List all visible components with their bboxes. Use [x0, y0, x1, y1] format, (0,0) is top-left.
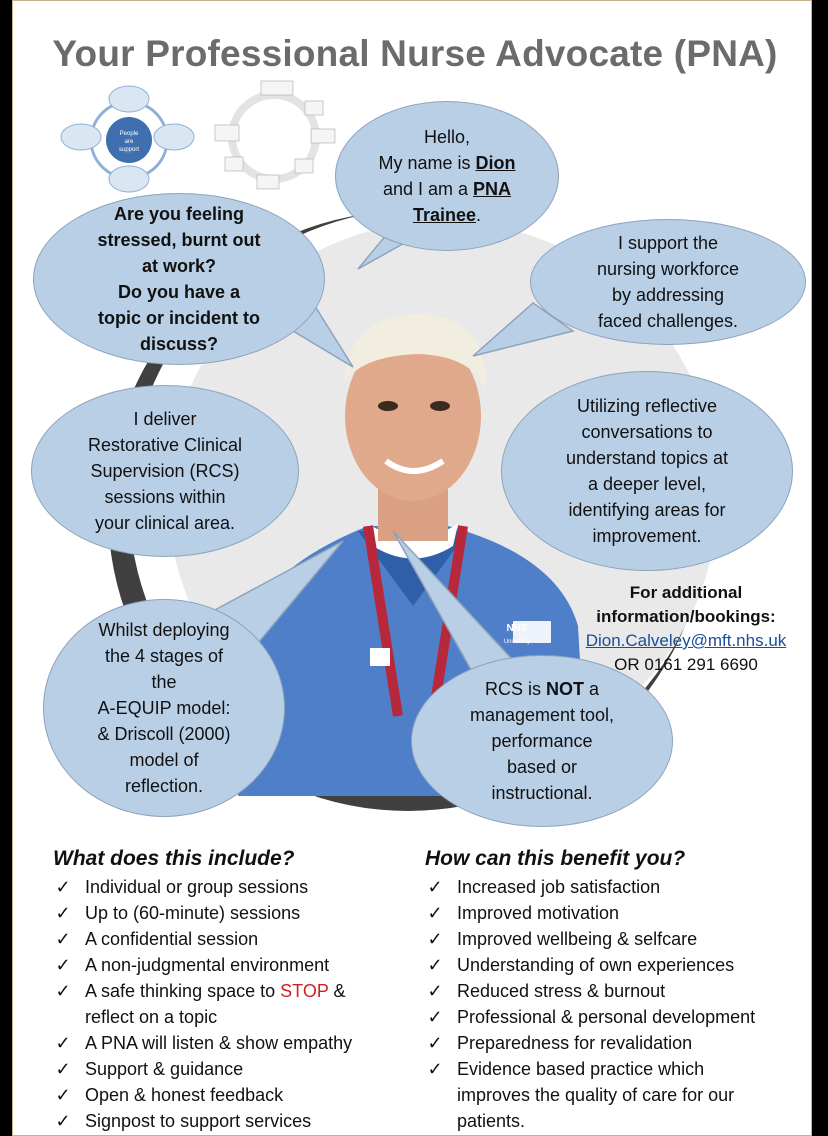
stop-after: & [328, 981, 346, 1001]
deliver-line-2: Restorative Clinical [87, 435, 243, 455]
deploying-line-2: the 4 stages of [104, 646, 224, 666]
page-title: Your Professional Nurse Advocate (PNA) [52, 33, 778, 74]
poster-page [12, 0, 812, 1136]
benefit-item-4: Understanding of own experiences [457, 955, 735, 975]
include-item-6: A PNA will listen & show empathy [85, 1033, 353, 1053]
stressed-line-4: Do you have a [117, 282, 241, 302]
hello-dot: . [476, 205, 482, 225]
hello-role2: Trainee [412, 205, 477, 225]
bubble-deploying [43, 599, 285, 817]
list-item [425, 1030, 810, 1056]
rcs-line-5: instructional. [491, 783, 593, 803]
list-item [425, 926, 810, 952]
rcs-not: NOT [546, 679, 584, 699]
check-icon: ✓ [427, 877, 443, 897]
list-item [425, 952, 810, 978]
svg-text:are: are [124, 139, 134, 145]
nhs-logo-text: NHS [506, 623, 528, 634]
check-icon: ✓ [55, 1085, 71, 1105]
check-icon: ✓ [427, 955, 443, 975]
check-icon: ✓ [427, 929, 443, 949]
list-item [425, 1004, 810, 1030]
benefit-list [425, 874, 810, 1134]
check-icon: ✓ [427, 981, 443, 1001]
list-item [425, 1056, 810, 1134]
support-line-1: I support the [617, 233, 719, 253]
include-item-3: A confidential session [85, 929, 259, 949]
list-item [53, 1030, 423, 1056]
support-line-4: faced challenges. [597, 311, 739, 331]
stressed-line-6: discuss? [139, 334, 219, 354]
rcs-prefix: RCS is [484, 679, 546, 699]
contact-phone: OR 0161 291 6690 [614, 655, 758, 674]
rcs-suffix: a [584, 679, 600, 699]
benefit-item-6: Professional & personal development [457, 1007, 756, 1027]
support-line-2: nursing workforce [596, 259, 740, 279]
reflective-line-4: a deeper level, [587, 474, 707, 494]
benefit-item-8: Evidence based practice which [457, 1059, 705, 1079]
benefit-item-8-cont-2: patients. [457, 1111, 526, 1131]
list-item [53, 1056, 423, 1082]
include-heading: What does this include? [53, 847, 295, 870]
stop-word: STOP [280, 981, 329, 1001]
check-icon: ✓ [55, 955, 71, 975]
contact-heading-1: For additional [629, 583, 743, 602]
check-icon: ✓ [55, 1059, 71, 1079]
deploying-line-1: Whilst deploying [98, 620, 230, 640]
include-item-5: A safe thinking space to [85, 981, 276, 1001]
list-item [53, 900, 423, 926]
bubble-reflective [501, 371, 793, 571]
deliver-line-4: sessions within [104, 487, 226, 507]
stressed-line-5: topic or incident to [98, 308, 260, 328]
rcs-line-2: management tool, [469, 705, 615, 725]
include-item-1: Individual or group sessions [85, 877, 309, 897]
bubble-stressed [33, 193, 325, 365]
hello-line3: and I am a [382, 179, 474, 199]
check-icon: ✓ [427, 1059, 443, 1079]
check-icon: ✓ [55, 929, 71, 949]
list-item [425, 900, 810, 926]
list-item [425, 874, 810, 900]
hello-line2: My name is [378, 153, 476, 173]
contact-info [561, 581, 811, 677]
include-item-2: Up to (60-minute) sessions [85, 903, 301, 923]
include-item-4: A non-judgmental environment [85, 955, 330, 975]
reflective-line-6: improvement. [592, 526, 702, 546]
svg-text:support: support [118, 147, 140, 153]
contact-heading-2: information/bookings: [596, 607, 776, 626]
stressed-line-3: at work? [141, 256, 216, 276]
include-item-5-cont: reflect on a topic [85, 1007, 218, 1027]
include-list [53, 874, 423, 1134]
list-item [53, 874, 423, 900]
check-icon: ✓ [55, 1033, 71, 1053]
check-icon: ✓ [427, 1007, 443, 1027]
list-item [53, 1082, 423, 1108]
benefit-item-7: Preparedness for revalidation [457, 1033, 693, 1053]
deliver-line-5: your clinical area. [94, 513, 236, 533]
svg-text:People: People [119, 131, 139, 137]
benefit-item-2: Improved motivation [457, 903, 620, 923]
check-icon: ✓ [427, 1033, 443, 1053]
hello-name: Dion [475, 153, 516, 173]
bubble-deliver [31, 385, 299, 557]
benefit-item-3: Improved wellbeing & selfcare [457, 929, 698, 949]
include-item-9: Signpost to support services [85, 1111, 312, 1131]
deploying-line-3: the [151, 672, 177, 692]
reflective-line-2: conversations to [581, 422, 713, 442]
stressed-line-1: Are you feeling [113, 204, 245, 224]
list-item [53, 978, 423, 1030]
list-item [53, 926, 423, 952]
support-line-3: by addressing [611, 285, 725, 305]
benefit-item-5: Reduced stress & burnout [457, 981, 666, 1001]
contact-email-link[interactable]: Dion.Calveley@mft.nhs.uk [585, 631, 787, 650]
list-item [53, 952, 423, 978]
reflective-line-1: Utilizing reflective [576, 396, 718, 416]
bubble-hello [335, 101, 559, 251]
deploying-line-4: A-EQUIP model: [97, 698, 231, 718]
nhs-university-text: University [503, 639, 531, 645]
rcs-line-4: based or [506, 757, 578, 777]
include-item-7: Support & guidance [85, 1059, 244, 1079]
deploying-line-5: & Driscoll (2000) [97, 724, 231, 744]
hello-role: PNA [473, 179, 512, 199]
check-icon: ✓ [427, 903, 443, 923]
deliver-line-3: Supervision (RCS) [90, 461, 240, 481]
list-item [53, 1108, 423, 1134]
benefit-item-1: Increased job satisfaction [457, 877, 661, 897]
check-icon: ✓ [55, 903, 71, 923]
deploying-line-7: reflection. [124, 776, 204, 796]
deliver-line-1: I deliver [133, 409, 197, 429]
include-item-8: Open & honest feedback [85, 1085, 284, 1105]
reflective-line-5: identifying areas for [568, 500, 726, 520]
hello-line1: Hello, [423, 127, 471, 147]
bubble-support [530, 219, 806, 345]
check-icon: ✓ [55, 877, 71, 897]
bubble-rcs [411, 655, 673, 827]
benefit-item-8-cont-1: improves the quality of care for our [457, 1085, 735, 1105]
reflective-line-3: understand topics at [565, 448, 729, 468]
rcs-line-3: performance [491, 731, 593, 751]
list-item [425, 978, 810, 1004]
benefit-heading: How can this benefit you? [425, 847, 686, 870]
check-icon: ✓ [55, 1111, 71, 1131]
stressed-line-2: stressed, burnt out [97, 230, 261, 250]
deploying-line-6: model of [129, 750, 199, 770]
check-icon: ✓ [55, 981, 71, 1001]
